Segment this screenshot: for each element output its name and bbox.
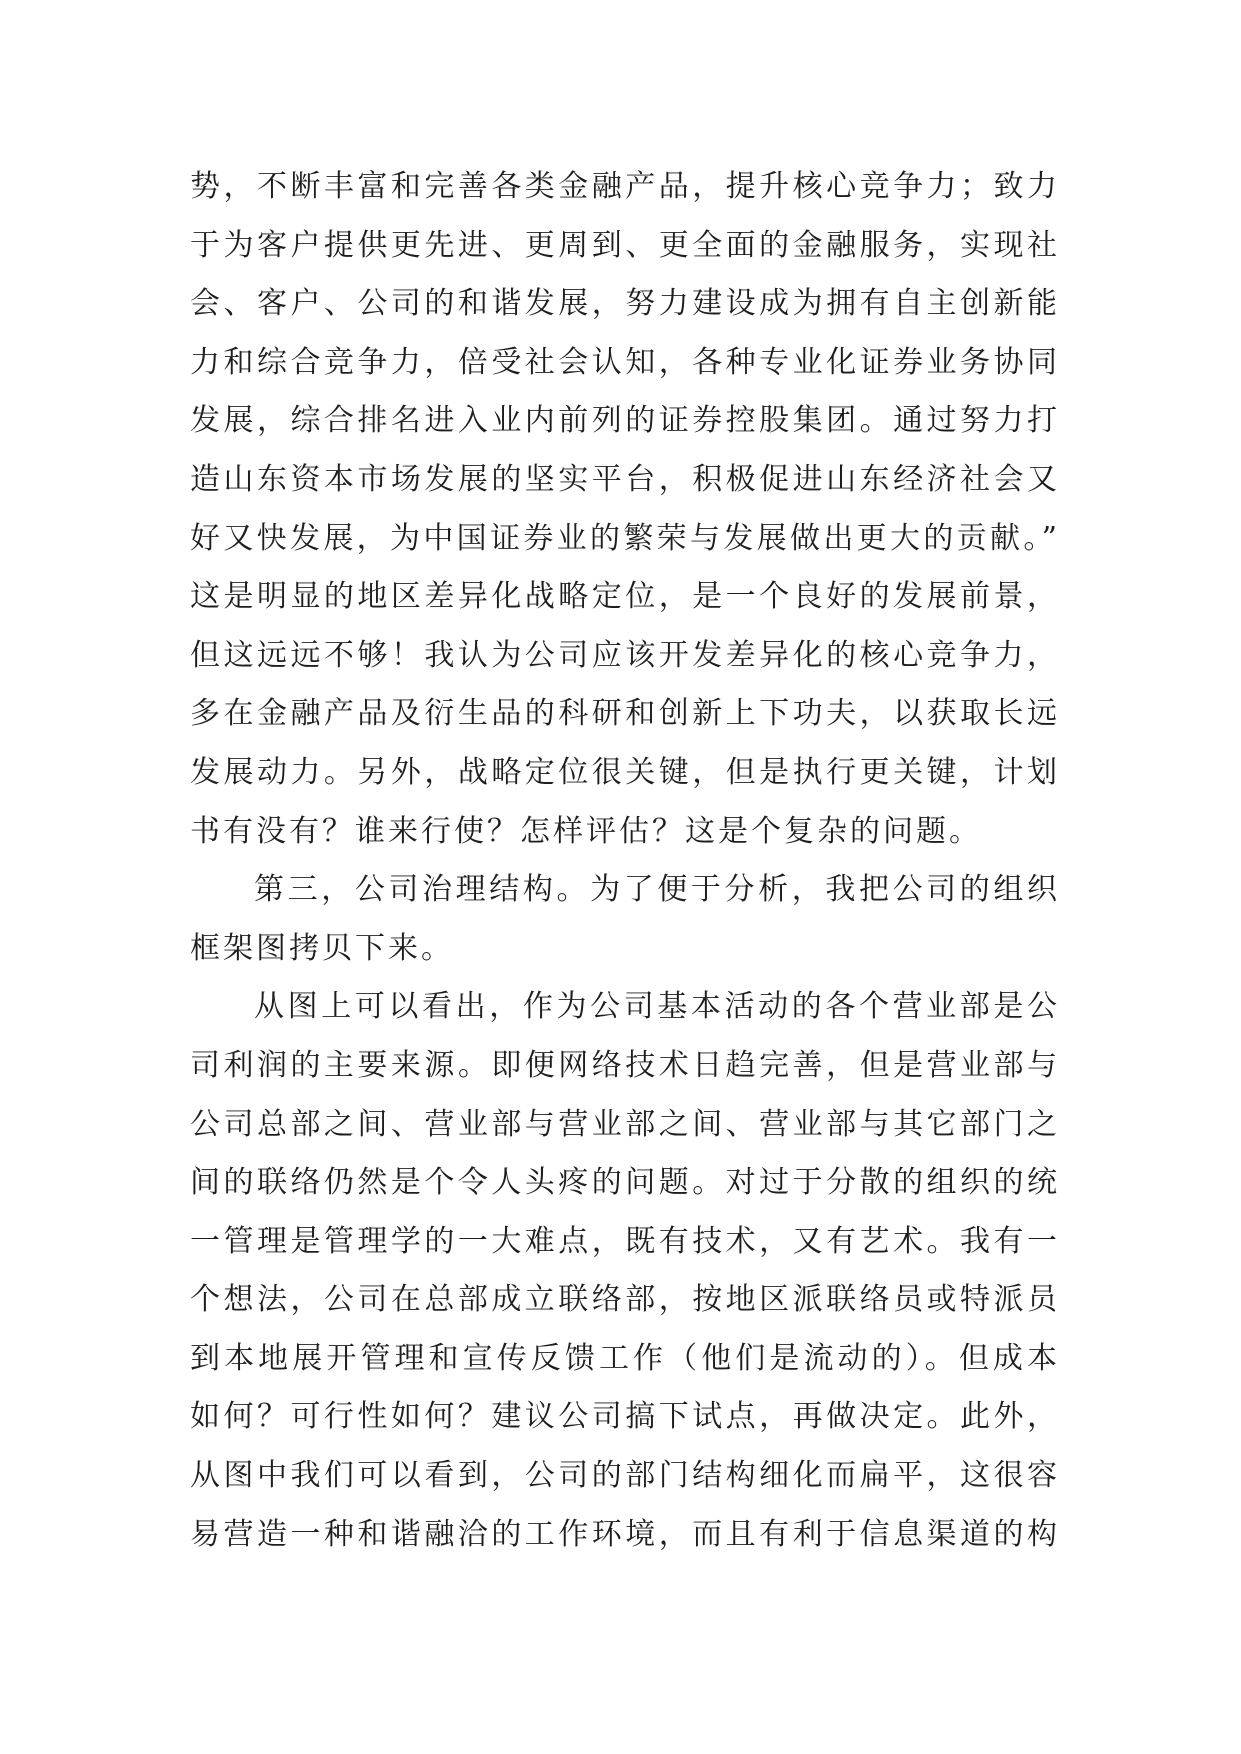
text-line: 框架图拷贝下来。 — [190, 930, 454, 966]
text-line: 如何？可行性如何？建议公司搞下试点，再做决定。此外， — [190, 1399, 1060, 1435]
text-line: 好又快发展，为中国证券业的繁荣与发展做出更大的贡献。” — [190, 520, 1060, 556]
text-line: 多在金融产品及衍生品的科研和创新上下功夫，以获取长远 — [190, 696, 1060, 732]
text-line: 一管理是管理学的一大难点，既有技术，又有艺术。我有一 — [190, 1223, 1060, 1259]
paragraph-start-line: 从图上可以看出，作为公司基本活动的各个营业部是公 — [254, 989, 1060, 1025]
text-line: 势，不断丰富和完善各类金融产品，提升核心竞争力；致力 — [190, 169, 1060, 204]
text-line: 书有没有？谁来行使？怎样评估？这是个复杂的问题。 — [190, 813, 982, 849]
document-body — [190, 158, 1060, 1564]
text-line: 但这远远不够！我认为公司应该开发差异化的核心竞争力， — [190, 637, 1060, 673]
text-line: 造山东资本市场发展的坚实平台，积极促进山东经济社会又 — [190, 461, 1060, 497]
text-line: 会、客户、公司的和谐发展，努力建设成为拥有自主创新能 — [190, 286, 1060, 322]
text-line: 发展动力。另外，战略定位很关键，但是执行更关键，计划 — [190, 754, 1060, 790]
text-line: 力和综合竞争力，倍受社会认知，各种专业化证券业务协同 — [190, 344, 1060, 380]
text-line: 于为客户提供更先进、更周到、更全面的金融服务，实现社 — [190, 227, 1060, 263]
text-line: 间的联络仍然是个令人头疼的问题。对过于分散的组织的统 — [190, 1165, 1060, 1201]
text-line: 这是明显的地区差异化战略定位，是一个良好的发展前景， — [190, 579, 1060, 615]
paragraph-start-line: 第三，公司治理结构。为了便于分析，我把公司的组织 — [254, 872, 1060, 908]
text-line: 易营造一种和谐融洽的工作环境，而且有利于信息渠道的构 — [190, 1516, 1060, 1552]
text-line: 个想法，公司在总部成立联络部，按地区派联络员或特派员 — [190, 1282, 1060, 1318]
text-line: 公司总部之间、营业部与营业部之间、营业部与其它部门之 — [190, 1106, 1060, 1142]
text-line: 发展，综合排名进入业内前列的证券控股集团。通过努力打 — [190, 403, 1060, 439]
text-line: 到本地展开管理和宣传反馈工作（他们是流动的）。但成本 — [190, 1340, 1060, 1376]
text-line: 从图中我们可以看到，公司的部门结构细化而扁平，这很容 — [190, 1458, 1060, 1494]
text-line: 司利润的主要来源。即便网络技术日趋完善，但是营业部与 — [190, 1047, 1060, 1083]
